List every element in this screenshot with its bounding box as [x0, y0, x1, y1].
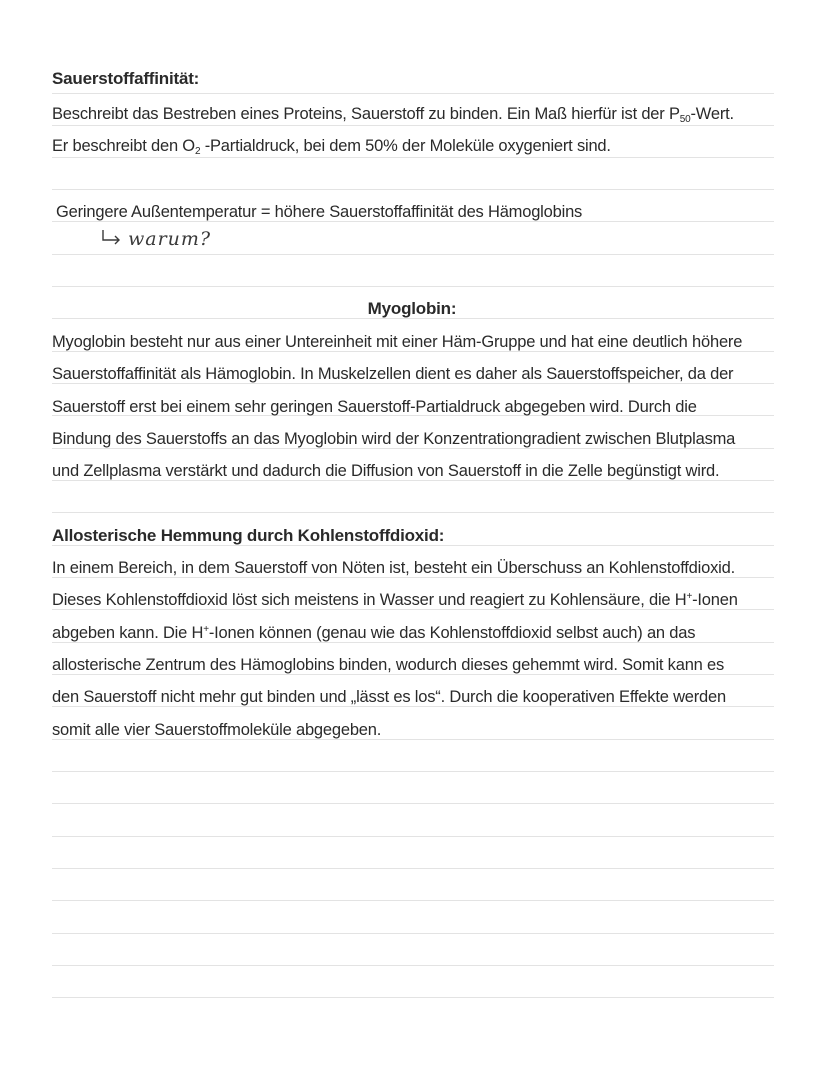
handwritten-note — [100, 228, 211, 250]
allosteric-line-2-text: Dieses Kohlenstoffdioxid löst sich meistens in Wasser und reagiert zu Kohlensäure, die H — [52, 591, 687, 609]
allosteric-line-3-end: -Ionen können (genau wie das Kohlenstoffdioxid selbst auch) an das — [208, 624, 696, 642]
allosteric-line: somit alle vier Sauerstoffmoleküle abgegeben. — [52, 721, 382, 739]
myoglobin-line: Bindung des Sauerstoffs an das Myoglobin wird der Konzentrationgradient zwischen Blutplasma — [52, 430, 736, 448]
handwritten-text: warum? — [128, 228, 212, 250]
ruled-line — [52, 254, 774, 255]
myoglobin-line: Sauerstoffaffinität als Hämoglobin. In Muskelzellen dient es daher als Sauerstoffspeicher, da der — [52, 365, 734, 383]
affinity-line-2-end: -Partialdruck, bei dem 50% der Moleküle oxygeniert sind. — [200, 137, 611, 155]
myoglobin-line: Sauerstoff erst bei einem sehr geringen Sauerstoff-Partialdruck abgegeben wird. Durch die — [52, 398, 697, 416]
ruled-line — [52, 868, 774, 869]
o2-subscript: 2 — [194, 146, 201, 157]
ruled-line — [52, 771, 774, 772]
allosteric-line-2-end: -Ionen — [692, 591, 738, 609]
myoglobin-heading: Myoglobin: — [367, 299, 457, 318]
ruled-line — [52, 997, 774, 998]
h-plus-superscript: + — [686, 591, 693, 602]
allosteric-line: allosterische Zentrum des Hämoglobins binden, wodurch dieses gehemmt wird. Somit kann es — [52, 656, 725, 674]
allosteric-line-3-text: abgeben kann. Die H — [52, 624, 204, 642]
affinity-line-1-text: Beschreibt das Bestreben eines Proteins, Sauerstoff zu binden. Ein Maß hierfür ist der P — [52, 105, 680, 123]
allosteric-heading: Allosterische Hemmung durch Kohlenstoffdioxid: — [52, 526, 445, 545]
affinity-heading: Sauerstoffaffinität: — [52, 69, 200, 88]
ruled-line — [52, 965, 774, 966]
allosteric-line: den Sauerstoff nicht mehr gut binden und „lässt es los“. Durch die kooperativen Effekte werden — [52, 688, 726, 706]
affinity-line-1-end: -Wert. — [690, 105, 734, 123]
affinity-line-2-text: Er beschreibt den O — [52, 137, 195, 155]
return-arrow-icon — [100, 228, 122, 250]
ruled-line — [52, 512, 774, 513]
ruled-line — [52, 189, 774, 190]
allosteric-line — [52, 584, 772, 616]
ruled-line — [52, 900, 774, 901]
ruled-line — [52, 836, 774, 837]
allosteric-line — [52, 617, 772, 649]
affinity-line-2 — [52, 130, 772, 168]
temperature-note: Geringere Außentemperatur = höhere Sauerstoffaffinität des Hämoglobins — [56, 203, 583, 221]
ruled-line — [52, 803, 774, 804]
ruled-line — [52, 933, 774, 934]
p50-subscript: 50 — [679, 114, 691, 125]
myoglobin-line: und Zellplasma verstärkt und dadurch die Diffusion von Sauerstoff in die Zelle begünstigt wird. — [52, 462, 720, 480]
ruled-line — [52, 286, 774, 287]
myoglobin-line: Myoglobin besteht nur aus einer Untereinheit mit einer Häm-Gruppe und hat eine deutlich höhere — [52, 333, 743, 351]
allosteric-line: In einem Bereich, in dem Sauerstoff von Nöten ist, besteht ein Überschuss an Kohlenstoffdioxid. — [52, 559, 735, 577]
h-plus-superscript: + — [203, 624, 209, 635]
